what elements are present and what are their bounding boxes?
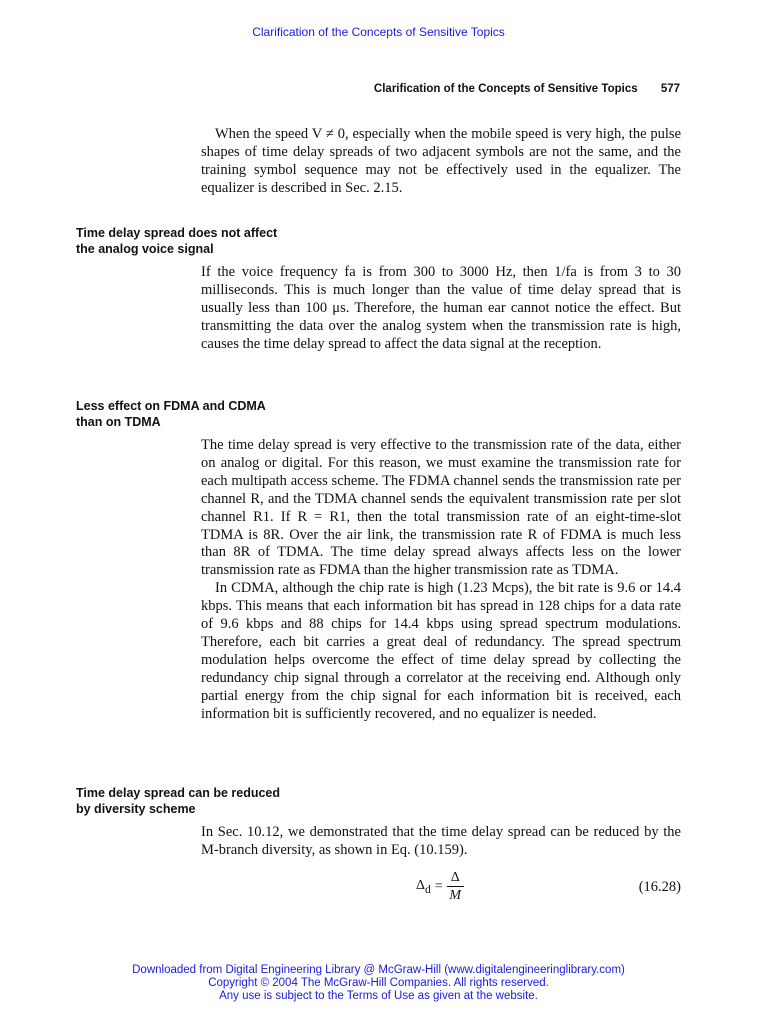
paragraph: In Sec. 10.12, we demonstrated that the time delay spread can be reduced by the M-branch diversity, as shown in Eq. (10.159). bbox=[201, 824, 681, 858]
section-heading-line: Time delay spread can be reduced bbox=[76, 786, 281, 800]
paragraph: In CDMA, although the chip rate is high (1.23 Mcps), the bit rate is 9.6 or 14.4 kbps. This means that each information bit has spread in 128 chips for a data rate of 9.6 kbps and 88 chips for 14.4 kbps using spread spectrum modulations. Therefore, each bit carries a great deal of redundancy. The spread spectrum modulation helps overcome the effect of time delay spread by collecting the redundancy chip signal through a correlator at the receiving end. Although only partial energy from the chip signal for each information bit is received, each information bit is sufficiently recovered, and no equalizer is needed. bbox=[201, 580, 681, 722]
equation-16-28 bbox=[201, 870, 681, 910]
intro-paragraph: When the speed V ≠ 0, especially when the mobile speed is very high, the pulse shapes of time delay spreads of two adjacent symbols are not the same, and the training symbol sequence may not be effectively used in the equalizer. The equalizer is described in Sec. 2.15. bbox=[201, 126, 681, 196]
footer-terms-link[interactable]: Any use is subject to the Terms of Use as given at the website. bbox=[219, 990, 538, 1002]
equation-fraction bbox=[447, 870, 464, 904]
section-heading-diversity bbox=[76, 785, 336, 817]
footer-download-link[interactable]: Downloaded from Digital Engineering Library @ McGraw-Hill (www.digitalengineeringlibrary.com) bbox=[132, 964, 625, 976]
section-heading-line: Time delay spread does not affect bbox=[76, 226, 278, 240]
page-number: 577 bbox=[660, 83, 680, 95]
equation-lhs-subscript: d bbox=[425, 882, 431, 896]
equation-lhs-symbol: Δ bbox=[416, 878, 426, 894]
intro-text bbox=[201, 126, 681, 198]
footer bbox=[0, 964, 757, 1003]
equation-number: (16.28) bbox=[638, 879, 681, 895]
top-banner[interactable]: Clarification of the Concepts of Sensitive Topics bbox=[252, 25, 505, 39]
equation-lhs bbox=[416, 878, 431, 896]
section-heading-line: by diversity scheme bbox=[76, 802, 196, 816]
footer-copyright[interactable]: Copyright © 2004 The McGraw-Hill Companies. All rights reserved. bbox=[208, 977, 549, 989]
section-body-fdma-cdma bbox=[201, 437, 681, 724]
section-body-diversity bbox=[201, 824, 681, 860]
equation-equals: = bbox=[434, 879, 443, 894]
section-heading-analog-voice bbox=[76, 225, 336, 257]
section-body-analog-voice bbox=[201, 264, 681, 354]
equation-denominator: M bbox=[449, 888, 462, 903]
section-heading-line: Less effect on FDMA and CDMA bbox=[76, 399, 266, 413]
paragraph: If the voice frequency fa is from 300 to 3000 Hz, then 1/fa is from 3 to 30 milliseconds. This is much longer than the value of time delay spread that is usually less than 100 μs. Therefore, the human ear cannot notice the effect. But transmitting the data over the analog system when the transmission rate is high, causes the time delay spread to affect the data signal at the reception. bbox=[201, 264, 681, 352]
running-header-title: Clarification of the Concepts of Sensitive Topics bbox=[373, 83, 638, 95]
running-header bbox=[374, 83, 680, 95]
equation-numerator: Δ bbox=[447, 870, 464, 887]
section-heading-fdma-cdma bbox=[76, 398, 336, 430]
section-heading-line: than on TDMA bbox=[76, 415, 161, 429]
section-heading-line: the analog voice signal bbox=[76, 242, 214, 256]
equation-expression bbox=[416, 870, 464, 904]
paragraph: The time delay spread is very effective to the transmission rate of the data, either on analog or digital. For this reason, we must examine the transmission rate for each multipath access scheme. The FDMA channel sends the transmission rate per channel R, and the TDMA channel sends the equivalent transmission rate per slot channel R1. If R = R1, then the total transmission rate of an eight-time-slot TDMA is 8R. Over the air link, the transmission rate R of FDMA is much less than 8R of TDMA. The time delay spread always affects less on the lower transmission rate as FDMA than the higher transmission rate as TDMA. bbox=[201, 437, 681, 579]
